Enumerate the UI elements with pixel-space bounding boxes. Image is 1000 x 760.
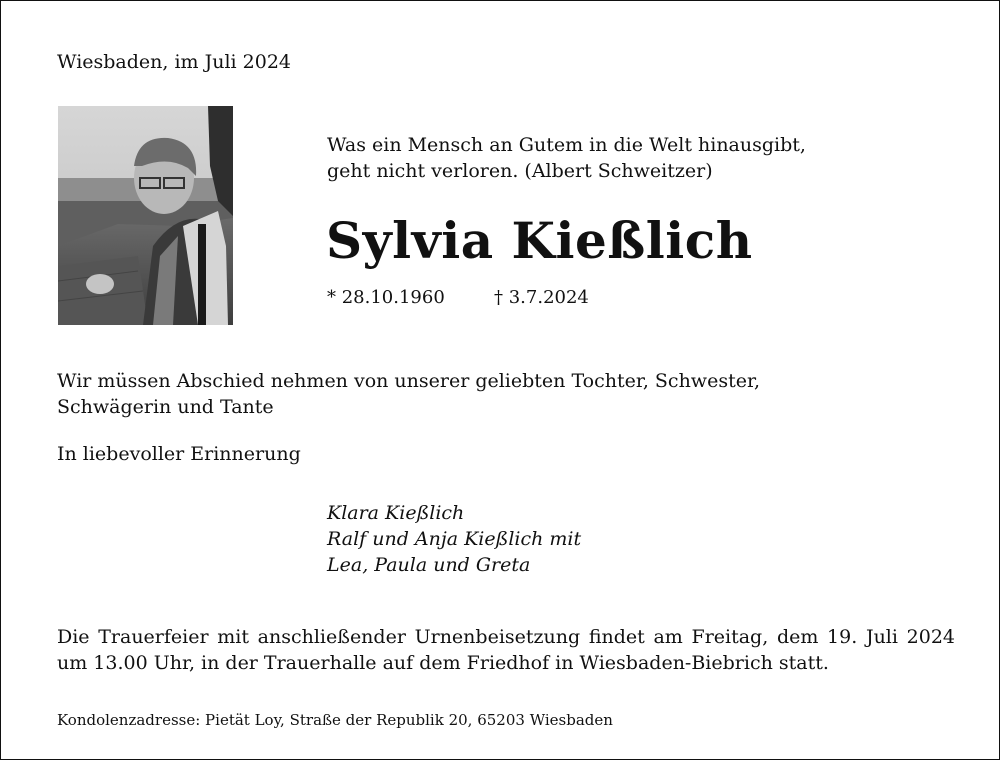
service-info — [57, 624, 955, 676]
portrait-photo — [58, 106, 233, 325]
deceased-name: Sylvia Kießlich — [326, 211, 753, 270]
intro-line: Schwägerin und Tante — [57, 396, 274, 418]
signer-line: Lea, Paula und Greta — [327, 554, 531, 576]
service-line: Die Trauerfeier mit anschließender Urnenbeisetzung findet am Freitag, dem 19. Juli 2024 — [57, 626, 955, 648]
quote-line: Was ein Mensch an Gutem in die Welt hinausgibt, — [327, 134, 806, 156]
memory-line: In liebevoller Erinnerung — [57, 443, 301, 465]
intro-line: Wir müssen Abschied nehmen von unserer geliebten Tochter, Schwester, — [57, 370, 760, 392]
service-line: um 13.00 Uhr, in der Trauerhalle auf dem Friedhof in Wiesbaden-Biebrich statt. — [57, 652, 829, 674]
death-date: † 3.7.2024 — [494, 287, 589, 308]
signers — [327, 500, 581, 578]
quote-line: geht nicht verloren. (Albert Schweitzer) — [327, 160, 713, 182]
signer-line: Klara Kießlich — [327, 502, 465, 524]
quote — [327, 132, 806, 184]
intro-text — [57, 368, 760, 420]
place-date: Wiesbaden, im Juli 2024 — [57, 51, 292, 73]
signer-line: Ralf und Anja Kießlich mit — [327, 528, 582, 550]
birth-date: * 28.10.1960 — [327, 287, 445, 308]
condolence-address: Kondolenzadresse: Pietät Loy, Straße der Republik 20, 65203 Wiesbaden — [57, 711, 613, 729]
